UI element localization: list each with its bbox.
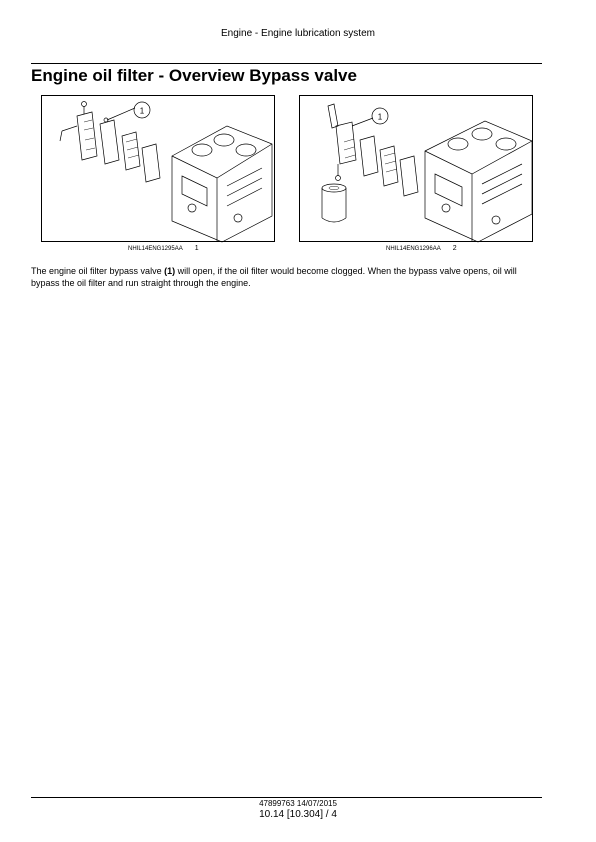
footer-rule bbox=[31, 797, 542, 798]
header-rule bbox=[31, 63, 542, 64]
figure-2 bbox=[299, 95, 533, 242]
figure-2-illustration bbox=[300, 96, 534, 243]
body-text-end: will open, if the oil filter would become clogged. When the bypass valve opens, oil will bypass the oil filter and run straight through the engine. bbox=[31, 266, 517, 288]
figure-2-number: 2 bbox=[452, 245, 457, 252]
body-paragraph bbox=[31, 265, 546, 289]
page-footer bbox=[0, 799, 596, 821]
figure-2-caption bbox=[386, 245, 457, 252]
figure-2-code: NHIL14ENG1296AA bbox=[386, 246, 441, 252]
figure-1 bbox=[41, 95, 275, 242]
figure-1-number: 1 bbox=[194, 245, 199, 252]
body-text-start: The engine oil filter bypass valve bbox=[31, 266, 165, 276]
figure-1-callout: 1 bbox=[139, 106, 145, 116]
running-header: Engine - Engine lubrication system bbox=[221, 28, 375, 39]
document-number: 47899763 14/07/2015 bbox=[259, 799, 337, 808]
figure-2-callout: 1 bbox=[377, 112, 383, 122]
figure-1-code: NHIL14ENG1295AA bbox=[128, 246, 183, 252]
figure-1-caption bbox=[128, 245, 199, 252]
bypass-valve-reference: (1) bbox=[164, 266, 176, 276]
page-title: Engine oil filter - Overview Bypass valve bbox=[31, 66, 357, 85]
page-reference: 10.14 [10.304] / 4 bbox=[259, 809, 337, 820]
figure-1-illustration bbox=[42, 96, 276, 243]
